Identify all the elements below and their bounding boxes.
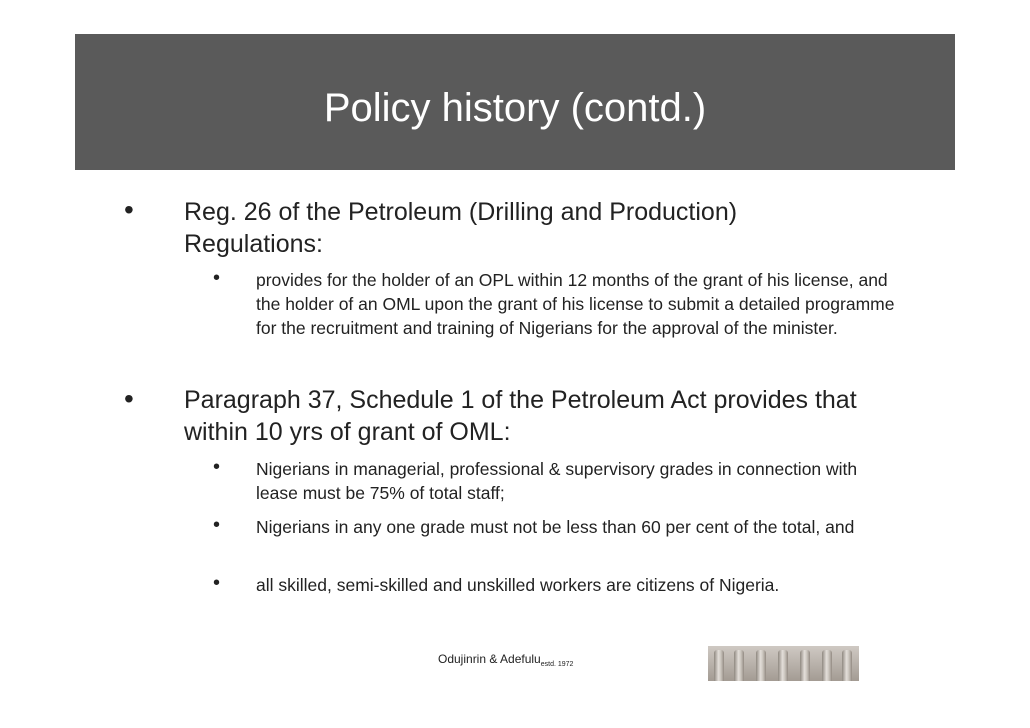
sub-bullet-text: provides for the holder of an OPL within 12 months of the grant of his license, and the holder of an OML upon the grant of his license to submit a detailed programme for the recruitment and training of Nigerians for the approval of the minister. xyxy=(256,270,895,338)
sub-bullet-text: all skilled, semi-skilled and unskilled workers are citizens of Nigeria. xyxy=(256,575,780,595)
bullet-marker: • xyxy=(124,194,134,225)
firm-name: Odujinrin & Adefulu xyxy=(438,652,541,666)
bullet-marker: • xyxy=(124,383,134,414)
bullet-text: Paragraph 37, Schedule 1 of the Petroleum Act provides that within 10 yrs of grant of OML: xyxy=(184,386,857,446)
slide-title: Policy history (contd.) xyxy=(323,86,707,130)
sub-bullet-marker: • xyxy=(213,572,221,594)
sub-bullet-marker: • xyxy=(213,514,221,536)
pillars-image xyxy=(708,646,859,681)
title-bar xyxy=(75,34,955,170)
sub-bullet-marker: • xyxy=(213,456,221,478)
sub-bullet-marker: • xyxy=(213,267,221,289)
estd-note: estd. 1972 xyxy=(540,661,574,668)
sub-bullet-text: Nigerians in any one grade must not be less than 60 per cent of the total, and xyxy=(256,517,855,537)
bullet-text: Reg. 26 of the Petroleum (Drilling and Production) Regulations: xyxy=(184,198,738,258)
footer-firm-name xyxy=(438,652,573,668)
sub-bullet-text: Nigerians in managerial, professional & supervisory grades in connection with lease must be 75% of total staff; xyxy=(256,459,858,503)
